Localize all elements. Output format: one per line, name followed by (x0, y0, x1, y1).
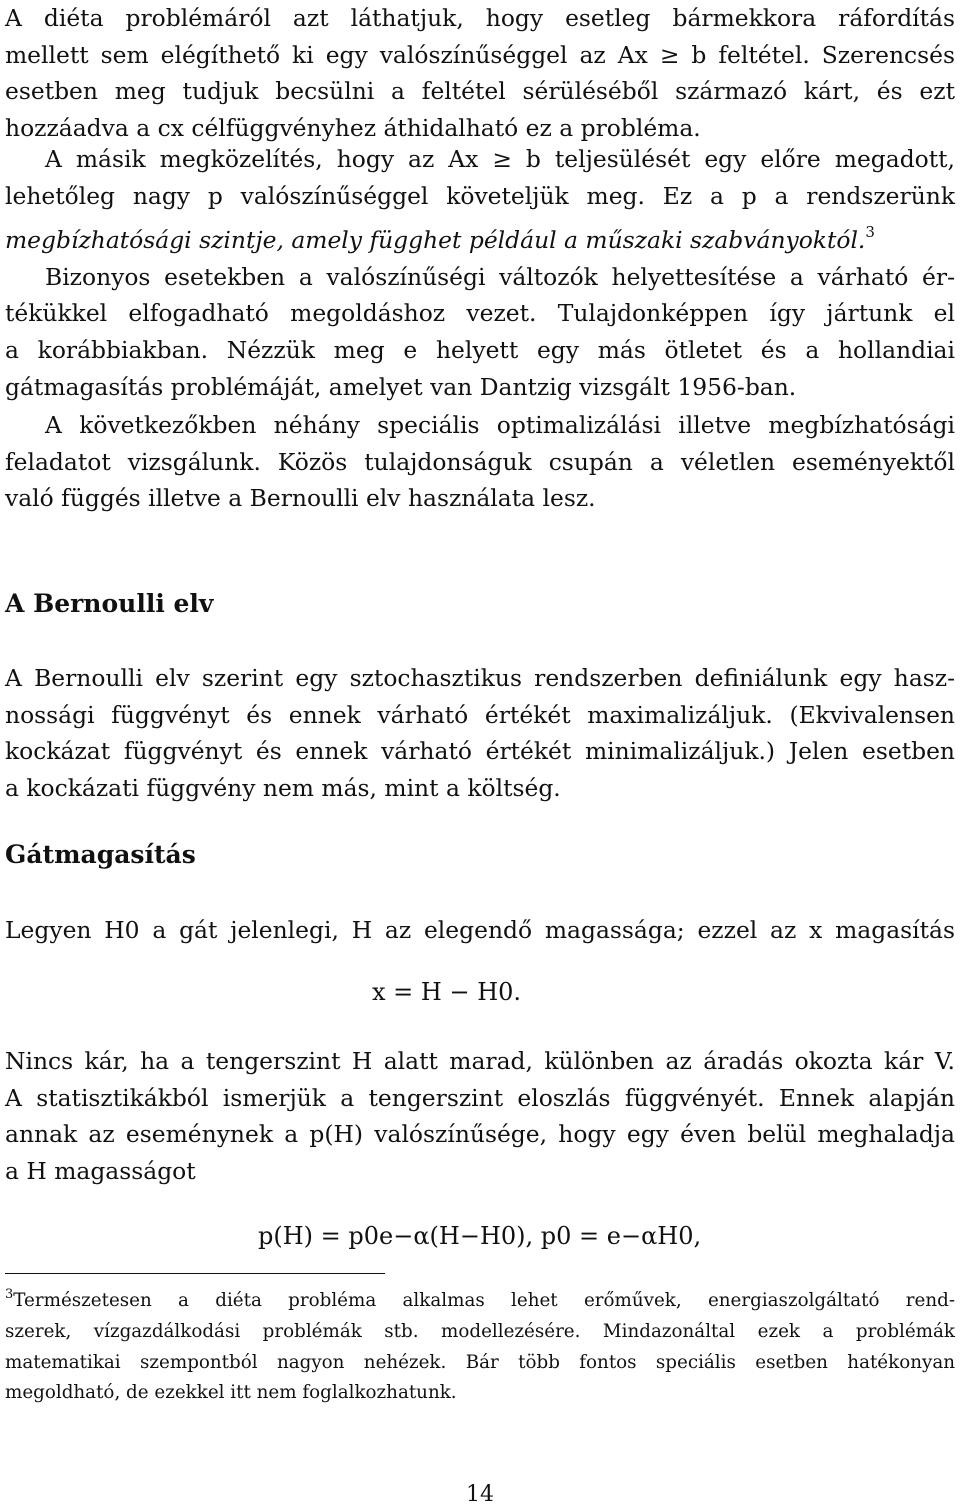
text-line: A következőkben néhány speciális optimalizálási illetve megbízhatósági (45, 411, 955, 439)
text-line: való függés illetve a Bernoulli elv használata lesz. (5, 484, 596, 513)
text-line: megoldható, de ezekkel itt nem foglalkozhatunk. (5, 1382, 457, 1404)
text-line: matematikai szempontból nagyon nehézek. Bár több fontos speciális esetben hatékonyan (5, 1351, 955, 1373)
equation-probability: p(H) = p0e−α(H−H0), p0 = e−αH0, (258, 1222, 702, 1250)
text-line: Természetesen a diéta probléma alkalmas lehet erőművek, energiaszolgáltató rend- (13, 1290, 955, 1311)
text-line: hozzáadva a cx célfüggvényhez áthidalható ez a probléma. (5, 113, 701, 142)
paragraph-gat-probability (5, 1043, 955, 1189)
text-line: A Bernoulli elv szerint egy sztochasztikus rendszerben definiálunk egy hasz- (5, 664, 955, 692)
text-line: Bizonyos esetekben a valószínűségi változók helyettesítése a várható ér- (45, 262, 955, 291)
text-line: A statisztikákból ismerjük a tengerszint eloszlás függvényét. Ennek alapján (5, 1083, 955, 1112)
footnote-marker: 3 (865, 223, 875, 242)
text-line: megbízhatósági szintje, amely függhet például a műszaki szabványoktól. (5, 226, 866, 255)
text-line: lehetőleg nagy p valószínűséggel követeljük meg. Ez a p a rendszerünk (5, 181, 955, 210)
section-heading-gatmagasitas: Gátmagasítás (5, 840, 196, 869)
section-heading-bernoulli: A Bernoulli elv (5, 589, 214, 618)
paragraph-gat-intro (5, 912, 955, 949)
text-line: Nincs kár, ha a tengerszint H alatt marad, különben az áradás okozta kár V. (5, 1047, 955, 1075)
footnote (5, 1280, 955, 1409)
text-line: nossági függvényt és ennek várható értékét maximalizáljuk. (Ekvivalensen (5, 700, 955, 729)
paragraph-bernoulli (5, 660, 955, 806)
text-line: Legyen H0 a gát jelenlegi, H az elegendő magassága; ezzel az x magasítás (5, 916, 955, 944)
text-line: annak az eseménynek a p(H) valószínűsége, hogy egy éven belül meghaladja (5, 1120, 955, 1149)
text-line: gátmagasítás problémáját, amelyet van Dantzig vizsgált 1956-ban. (5, 372, 797, 401)
text-line: kockázat függvényt és ennek várható értékét minimalizáljuk.) Jelen esetben (5, 737, 955, 766)
paragraph-overview (5, 407, 955, 517)
text-line: a korábbiakban. Nézzük meg e helyett egy más ötletet és a hollandiai (5, 335, 955, 364)
paragraph-reliability (5, 141, 955, 405)
text-line: mellett sem elégíthető ki egy valószínűséggel az Ax ≥ b feltétel. Szerencsés (5, 40, 955, 69)
text-line: A másik megközelítés, hogy az Ax ≥ b teljesülését egy előre megadott, (45, 145, 955, 173)
paragraph-diet-problem (5, 0, 955, 146)
text-line: feladatot vizsgálunk. Közös tulajdonságuk csupán a véletlen eseményektől (5, 447, 955, 476)
text-line: a kockázati függvény nem más, mint a költség. (5, 773, 561, 802)
text-line: esetben meg tudjuk becsülni a feltétel sérüléséből származó kárt, és ezt (5, 77, 955, 106)
text-line: tékükkel elfogadható megoldáshoz vezet. Tulajdonképpen így jártunk el (5, 299, 955, 328)
text-line: a H magasságot (5, 1156, 196, 1185)
text-line: A diéta problémáról azt láthatjuk, hogy esetleg bármekkora ráfordítás (5, 4, 955, 32)
footnote-marker: 3 (5, 1287, 14, 1302)
page-number: 14 (466, 1482, 494, 1507)
text-line-with-footnote (5, 214, 955, 259)
text-line: szerek, vízgazdálkodási problémák stb. modellezésére. Mindazonáltal ezek a problémák (5, 1320, 955, 1342)
equation-x: x = H − H0. (372, 978, 522, 1006)
footnote-line-with-marker (5, 1280, 955, 1317)
footnote-rule (5, 1273, 385, 1274)
